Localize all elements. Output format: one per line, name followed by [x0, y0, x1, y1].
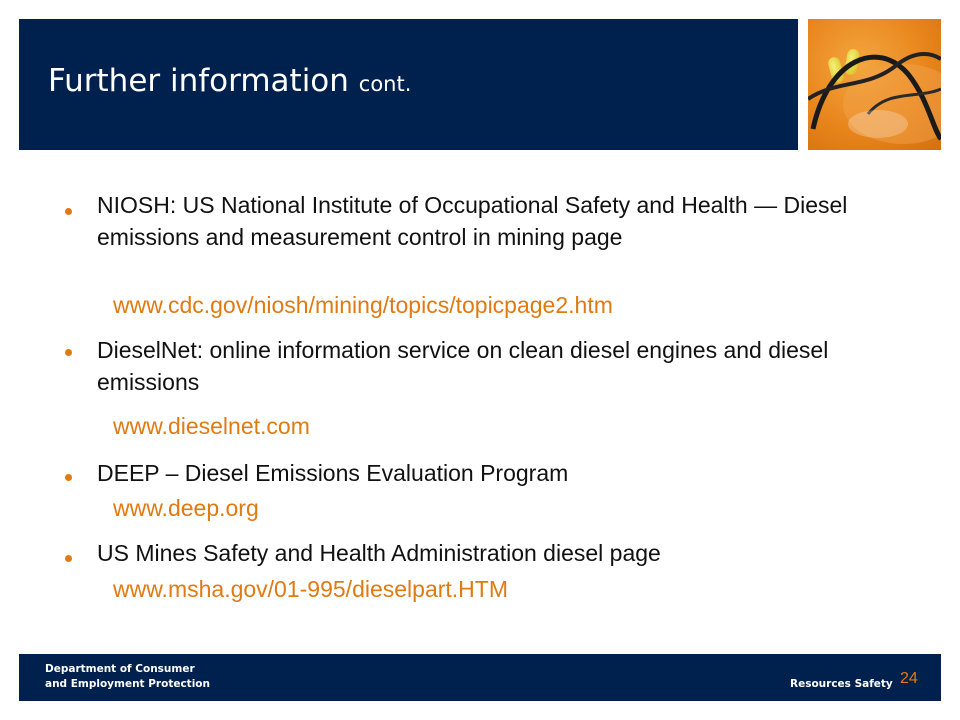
- slide-title-suffix: cont.: [358, 72, 412, 96]
- bullet-icon: [65, 349, 72, 356]
- dieselnet-link[interactable]: www.dieselnet.com: [113, 413, 310, 439]
- page-number: 24: [900, 670, 918, 687]
- bullet-icon: [65, 474, 72, 481]
- division-name: Resources Safety: [790, 678, 893, 690]
- list-item-text: NIOSH: US National Institute of Occupational Safety and Health — Diesel emissions and measurement control in mining page: [97, 192, 848, 250]
- bullet-icon: [65, 555, 72, 562]
- msha-link[interactable]: www.msha.gov/01-995/dieselpart.HTM: [113, 576, 508, 602]
- slide-title-main: Further information: [48, 63, 349, 99]
- department-line-2: and Employment Protection: [45, 678, 210, 690]
- list-item: [97, 457, 857, 489]
- list-item: [97, 537, 857, 569]
- list-item-text: DieselNet: online information service on clean diesel engines and diesel emissions: [97, 337, 829, 395]
- list-item: [97, 189, 857, 253]
- department-line-1: Department of Consumer: [45, 663, 195, 675]
- list-item: [97, 334, 857, 398]
- bullet-icon: [65, 208, 72, 215]
- deep-link[interactable]: www.deep.org: [113, 495, 259, 521]
- footer-bar: [19, 654, 941, 701]
- niosh-link[interactable]: www.cdc.gov/niosh/mining/topics/topicpage2.htm: [113, 292, 613, 318]
- department-name: [45, 662, 210, 692]
- list-item-text: US Mines Safety and Health Administration diesel page: [97, 540, 661, 566]
- list-item-text: DEEP – Diesel Emissions Evaluation Program: [97, 460, 569, 486]
